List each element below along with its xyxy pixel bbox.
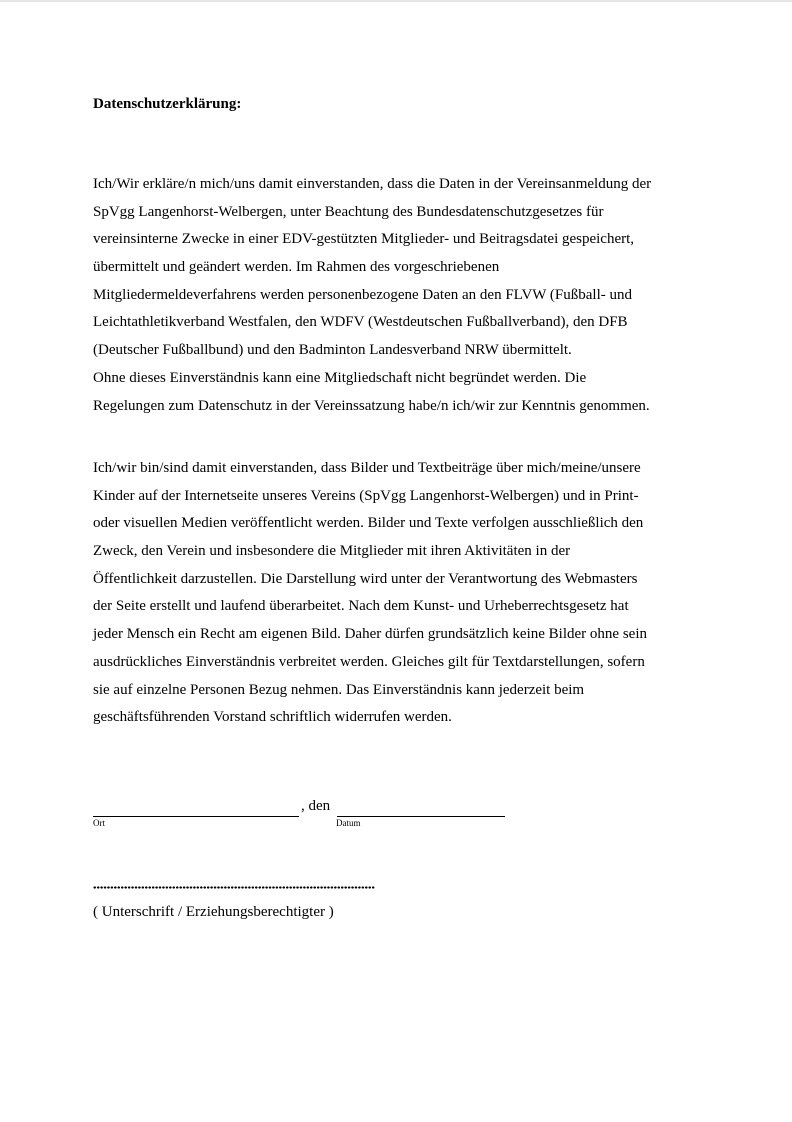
paragraph-line: geschäftsführenden Vorstand schriftlich widerrufen werden. — [93, 709, 452, 726]
paragraph-line: Ich/wir bin/sind damit einverstanden, dass Bilder und Textbeiträge über mich/meine/unsere — [93, 460, 641, 476]
paragraph-line: Kinder auf der Internetseite unseres Vereins (SpVgg Langenhorst-Welbergen) und in Print- — [93, 487, 639, 504]
place-field[interactable] — [93, 797, 299, 817]
place-label: Ort — [93, 818, 105, 828]
paragraph-line: Öffentlichkeit darzustellen. Die Darstellung wird unter der Verantwortung des Webmasters — [93, 570, 638, 587]
signature-field[interactable] — [93, 880, 375, 890]
paragraph-line: Leichtathletikverband Westfalen, den WDFV (Westdeutschen Fußballverband), den DFB — [93, 314, 628, 331]
paragraph-line: Regelungen zum Datenschutz in der Vereinssatzung habe/n ich/wir zur Kenntnis genommen. — [93, 397, 650, 414]
consent-paragraph-images — [93, 455, 647, 732]
signature-caption: ( Unterschrift / Erziehungsberechtigter ) — [93, 904, 334, 920]
paragraph-line: Zweck, den Verein und insbesondere die Mitglieder mit ihren Aktivitäten in der — [93, 543, 571, 560]
paragraph-line: Ich/Wir erkläre/n mich/uns damit einverstanden, dass die Daten in der Vereinsanmeldung der — [93, 176, 652, 192]
place-date-row — [93, 797, 513, 817]
den-text: , den — [301, 798, 331, 814]
paragraph-line: der Seite erstellt und laufend überarbeitet. Nach dem Kunst- und Urheberrechtsgesetz hat — [93, 598, 629, 615]
paragraph-line: übermittelt und geändert werden. Im Rahmen des vorgeschriebenen — [93, 259, 500, 276]
date-field[interactable] — [337, 797, 505, 817]
paragraph-line: jeder Mensch ein Recht am eigenen Bild. Daher dürfen grundsätzlich keine Bilder ohne sein — [93, 626, 647, 643]
paragraph-line: Ohne dieses Einverständnis kann eine Mitgliedschaft nicht begründet werden. Die — [93, 369, 587, 386]
dotted-signature-line — [93, 886, 375, 889]
paragraph-line: (Deutscher Fußballbund) und den Badminton Landesverband NRW übermittelt. — [93, 342, 572, 359]
page-top-border — [0, 0, 792, 2]
paragraph-line: SpVgg Langenhorst-Welbergen, unter Beachtung des Bundesdatenschutzgesetzes für — [93, 203, 604, 220]
paragraph-line: sie auf einzelne Personen Bezug nehmen. Das Einverständnis kann jederzeit beim — [93, 681, 585, 698]
paragraph-line: vereinsinterne Zwecke in einer EDV-gestützten Mitglieder- und Beitragsdatei gespeichert, — [93, 231, 635, 248]
paragraph-line: Mitgliedermeldeverfahrens werden personenbezogene Daten an den FLVW (Fußball- und — [93, 286, 632, 303]
paragraph-line: oder visuellen Medien veröffentlicht werden. Bilder und Texte verfolgen ausschließlich den — [93, 515, 644, 532]
consent-paragraph-data — [93, 171, 651, 420]
date-label: Datum — [336, 818, 361, 828]
paragraph-line: ausdrückliches Einverständnis verbreitet werden. Gleiches gilt für Textdarstellungen, sofern — [93, 653, 645, 670]
document-title: Datenschutzerklärung: — [93, 96, 242, 112]
